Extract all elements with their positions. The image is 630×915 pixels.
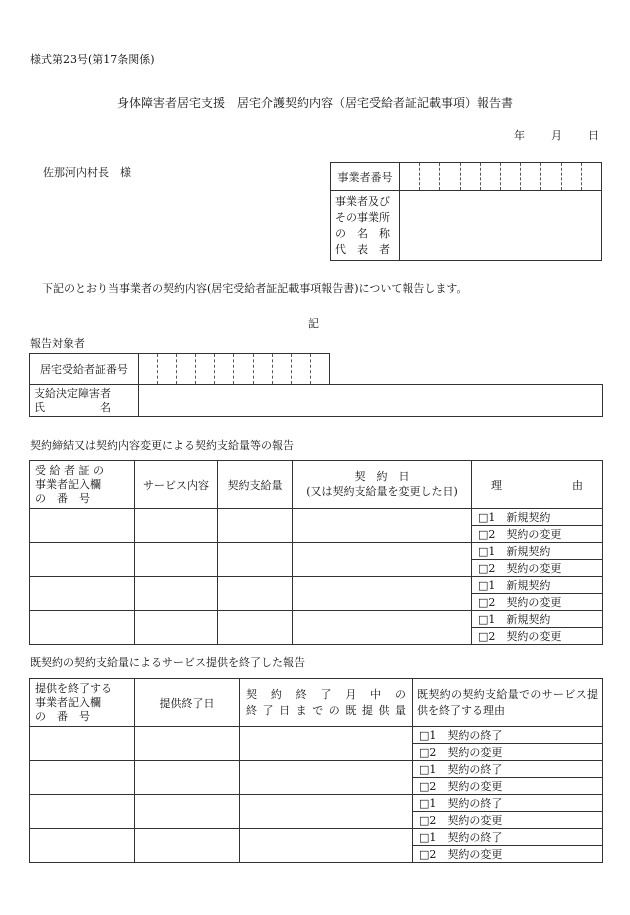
s1-cell[interactable] [218, 509, 293, 543]
option-contract-change[interactable]: □2 契約の変更 [472, 594, 603, 611]
s1-col-date-header: 契 約 日 (又は契約支給量を変更した日) [293, 461, 472, 509]
s2-col-end-date-header: 提供終了日 [135, 679, 240, 727]
date-month: 月 [551, 129, 562, 142]
s1-cell[interactable] [293, 577, 472, 611]
s1-cell[interactable] [30, 543, 135, 577]
s1-cell[interactable] [135, 543, 218, 577]
option-contract-change[interactable]: □2 契約の変更 [413, 744, 603, 761]
document-title: 身体障害者居宅支援 居宅介護契約内容（居宅受給者証記載事項）報告書 [116, 96, 513, 110]
provider-number-field[interactable] [400, 163, 602, 191]
s2-cell[interactable] [30, 795, 135, 829]
s1-cell[interactable] [135, 577, 218, 611]
termination-report-table [29, 678, 603, 863]
option-contract-change[interactable]: □2 契約の変更 [413, 846, 603, 863]
s1-col-amount-header: 契約支給量 [218, 461, 293, 509]
addressee: 佐那河内村長 様 [43, 166, 131, 179]
s1-cell[interactable] [218, 577, 293, 611]
option-contract-end[interactable]: □1 契約の終了 [413, 795, 603, 812]
s2-col-cert-header: 提供を終了する 事業者記入欄 の 番 号 [30, 679, 135, 727]
s1-cell[interactable] [30, 509, 135, 543]
section2-heading: 既契約の契約支給量によるサービス提供を終了した報告 [30, 656, 305, 669]
section1-heading: 契約締結又は契約内容変更による契約支給量等の報告 [30, 439, 294, 452]
s1-cell[interactable] [135, 509, 218, 543]
option-contract-change[interactable]: □2 契約の変更 [472, 526, 603, 543]
provider-name-label: 事業者及び その事業所 の 名 称 代 表 者 [331, 191, 400, 261]
s2-col-reason-header: 既契約の契約支給量でのサービス提 供を終了する理由 [413, 679, 603, 727]
s1-cell[interactable] [30, 577, 135, 611]
ki-label: 記 [308, 317, 319, 330]
option-contract-change[interactable]: □2 契約の変更 [413, 778, 603, 795]
s2-cell[interactable] [135, 829, 240, 863]
s2-cell[interactable] [135, 727, 240, 761]
option-new-contract[interactable]: □1 新規契約 [472, 577, 603, 594]
date-year: 年 [514, 129, 525, 142]
option-contract-change[interactable]: □2 契約の変更 [413, 812, 603, 829]
date-day: 日 [588, 129, 599, 142]
option-new-contract[interactable]: □1 新規契約 [472, 611, 603, 628]
s2-cell[interactable] [135, 795, 240, 829]
cert-number-field[interactable] [139, 354, 330, 385]
cert-number-label: 居宅受給者証番号 [30, 354, 139, 385]
s1-col-service-header: サービス内容 [135, 461, 218, 509]
s2-cell[interactable] [135, 761, 240, 795]
s1-cell[interactable] [293, 611, 472, 645]
s1-cell[interactable] [30, 611, 135, 645]
option-new-contract[interactable]: □1 新規契約 [472, 543, 603, 560]
contract-report-table [29, 460, 603, 645]
target-heading: 報告対象者 [30, 337, 85, 350]
beneficiary-name-field[interactable] [139, 385, 603, 417]
provider-name-field[interactable] [400, 191, 602, 261]
s1-col-reason-header: 理 由 [472, 461, 603, 509]
s2-cell[interactable] [240, 761, 413, 795]
option-contract-change[interactable]: □2 契約の変更 [472, 560, 603, 577]
option-new-contract[interactable]: □1 新規契約 [472, 509, 603, 526]
option-contract-end[interactable]: □1 契約の終了 [413, 829, 603, 846]
s1-cell[interactable] [293, 509, 472, 543]
option-contract-end[interactable]: □1 契約の終了 [413, 727, 603, 744]
s2-cell[interactable] [30, 829, 135, 863]
option-contract-end[interactable]: □1 契約の終了 [413, 761, 603, 778]
provider-table [330, 162, 602, 261]
target-table [29, 353, 603, 417]
form-number: 様式第23号(第17条関係) [30, 53, 155, 66]
s2-col-provided-header: 契約終了月中の 終了日までの既提供量 [240, 679, 413, 727]
s1-cell[interactable] [135, 611, 218, 645]
s2-cell[interactable] [240, 829, 413, 863]
s2-cell[interactable] [240, 727, 413, 761]
s2-cell[interactable] [30, 727, 135, 761]
provider-number-label: 事業者番号 [331, 163, 400, 191]
option-contract-change[interactable]: □2 契約の変更 [472, 628, 603, 645]
s1-cell[interactable] [293, 543, 472, 577]
s1-cell[interactable] [218, 611, 293, 645]
s1-cell[interactable] [218, 543, 293, 577]
intro-text: 下記のとおり当事業者の契約内容(居宅受給者証記載事項報告書)について報告します。 [42, 282, 468, 295]
beneficiary-name-label: 支給決定障害者 氏 名 [30, 385, 139, 417]
s2-cell[interactable] [240, 795, 413, 829]
s1-col-cert-header: 受 給 者 証 の 事業者記入欄 の 番 号 [30, 461, 135, 509]
s2-cell[interactable] [30, 761, 135, 795]
